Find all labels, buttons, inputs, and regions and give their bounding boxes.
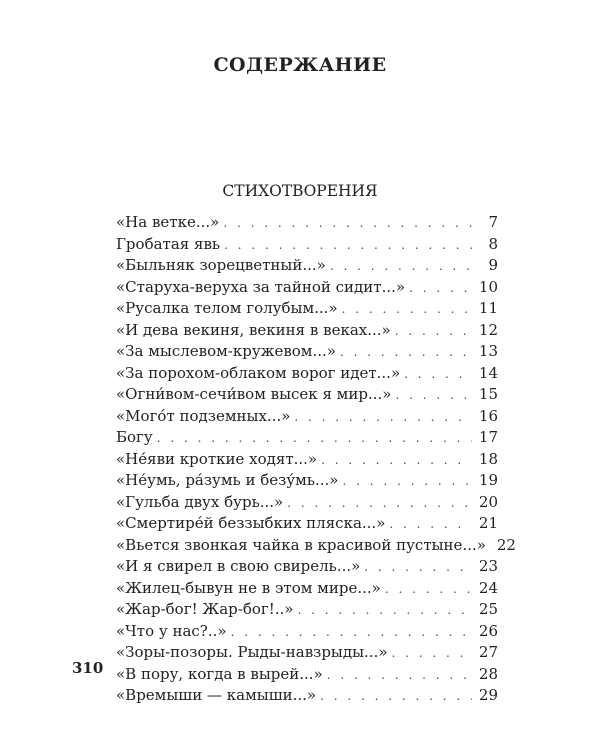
toc-entry-page: 17 xyxy=(478,428,498,446)
toc-entry-title: «Времыши — камыши...» xyxy=(116,686,317,704)
dot-leader xyxy=(342,299,472,321)
toc-entry-page: 29 xyxy=(478,686,498,704)
toc-entry xyxy=(116,255,498,277)
toc-entry-title: «Смертире́й беззыбких пляска...» xyxy=(116,514,386,532)
toc-entry-title: «Зоры-позоры. Рыды-навзрыды...» xyxy=(116,643,388,661)
toc-entry-title: «Не́умь, ра́зумь и безу́мь...» xyxy=(116,471,339,489)
toc-entry xyxy=(116,406,498,428)
dot-leader xyxy=(223,213,472,235)
toc-entry-page: 15 xyxy=(478,385,498,403)
toc-entry-title: «Вьется звонкая чайка в красивой пустыне...» xyxy=(116,535,486,554)
toc-entry-title: «На ветке...» xyxy=(116,213,220,231)
dot-leader xyxy=(224,235,472,257)
toc-entry-title: «Старуха-веруха за тайной сидит...» xyxy=(116,277,406,296)
toc-entry-page: 10 xyxy=(478,277,498,296)
toc-entry xyxy=(116,492,498,514)
toc-entry-title: «Гульба двух бурь...» xyxy=(116,492,284,511)
toc-entry xyxy=(116,298,498,320)
dot-leader xyxy=(320,686,472,708)
dot-leader xyxy=(294,407,472,429)
dot-leader xyxy=(395,385,472,407)
toc-entry-page: 21 xyxy=(478,514,498,532)
toc-entry xyxy=(116,685,498,707)
toc-entry-page: 22 xyxy=(496,535,516,554)
page-title: СОДЕРЖАНИЕ xyxy=(213,54,387,76)
toc-entry-page: 27 xyxy=(478,643,498,661)
dot-leader xyxy=(298,600,473,622)
dot-leader xyxy=(287,493,472,515)
toc-entry-title: «Русалка телом голубым...» xyxy=(116,299,338,317)
toc-entry xyxy=(116,277,498,299)
toc-entry-page: 11 xyxy=(478,299,498,317)
toc-entry-page: 28 xyxy=(478,664,498,683)
toc-entry-title: «За порохом-облаком ворог идет...» xyxy=(116,363,401,382)
dot-leader xyxy=(327,665,472,687)
toc-entry-title: «В пору, когда в вырей...» xyxy=(116,664,323,683)
toc-entry xyxy=(116,449,498,471)
toc-entry-page: 8 xyxy=(488,234,498,253)
dot-leader xyxy=(404,364,472,386)
dot-leader xyxy=(392,643,472,665)
toc-entry xyxy=(116,320,498,342)
dot-leader xyxy=(409,278,472,300)
toc-entry xyxy=(116,621,498,643)
toc-entry-page: 7 xyxy=(488,213,498,231)
toc-entry-title: «Мого́т подземных...» xyxy=(116,406,291,425)
toc-entry-page: 20 xyxy=(478,492,498,511)
page-number: 310 xyxy=(72,659,104,677)
toc-entry-page: 13 xyxy=(478,342,498,360)
toc-entry xyxy=(116,556,498,578)
toc-entry-page: 12 xyxy=(478,320,498,339)
toc-entry-page: 24 xyxy=(478,578,498,597)
toc-entry-title: «За мыслевом-кружевом...» xyxy=(116,342,336,360)
toc-entry xyxy=(116,578,498,600)
dot-leader xyxy=(330,256,472,278)
toc-entry-title: «Что у нас?..» xyxy=(116,621,227,640)
toc-entry xyxy=(116,384,498,406)
toc-entry-title: «Огни́вом-сечи́вом высек я мир...» xyxy=(116,385,392,403)
toc-entry xyxy=(116,642,498,664)
toc-entry-page: 25 xyxy=(478,600,498,618)
toc-entry xyxy=(116,535,516,557)
section-heading: СТИХОТВОРЕНИЯ xyxy=(222,182,378,200)
dot-leader xyxy=(342,471,472,493)
dot-leader xyxy=(340,342,472,364)
toc-entry-title: «Жар-бог! Жар-бог!..» xyxy=(116,600,294,618)
toc-entry-page: 26 xyxy=(478,621,498,640)
toc-entry-page: 14 xyxy=(478,363,498,382)
toc-entry-title: Гробатая явь xyxy=(116,234,221,253)
toc-entry-page: 18 xyxy=(478,449,498,468)
toc-entry xyxy=(116,470,498,492)
toc-entry xyxy=(116,234,498,256)
toc-entry-title: «Не́яви кроткие ходят...» xyxy=(116,449,318,468)
toc-entry-page: 9 xyxy=(488,256,498,274)
toc-entry-title: Богу xyxy=(116,428,153,446)
toc-entry-page: 16 xyxy=(478,406,498,425)
toc-entry-title: «И я свирел в свою свирель...» xyxy=(116,557,361,575)
dot-leader xyxy=(231,622,472,644)
toc-entry xyxy=(116,427,498,449)
toc-entry-page: 19 xyxy=(478,471,498,489)
toc-entry-page: 23 xyxy=(478,557,498,575)
toc-entry-title: «И дева векиня, векиня в веках...» xyxy=(116,320,391,339)
toc-entry xyxy=(116,513,498,535)
table-of-contents xyxy=(116,212,516,707)
dot-leader xyxy=(321,450,472,472)
dot-leader xyxy=(395,321,472,343)
toc-entry xyxy=(116,341,498,363)
toc-entry xyxy=(116,664,498,686)
toc-entry xyxy=(116,363,498,385)
dot-leader xyxy=(385,579,472,601)
dot-leader xyxy=(157,428,472,450)
toc-entry xyxy=(116,212,498,234)
dot-leader xyxy=(364,557,472,579)
toc-entry-title: «Жилец-бывун не в этом мире...» xyxy=(116,578,381,597)
toc-entry xyxy=(116,599,498,621)
toc-entry-title: «Быльняк зорецветный...» xyxy=(116,256,326,274)
dot-leader xyxy=(389,514,472,536)
